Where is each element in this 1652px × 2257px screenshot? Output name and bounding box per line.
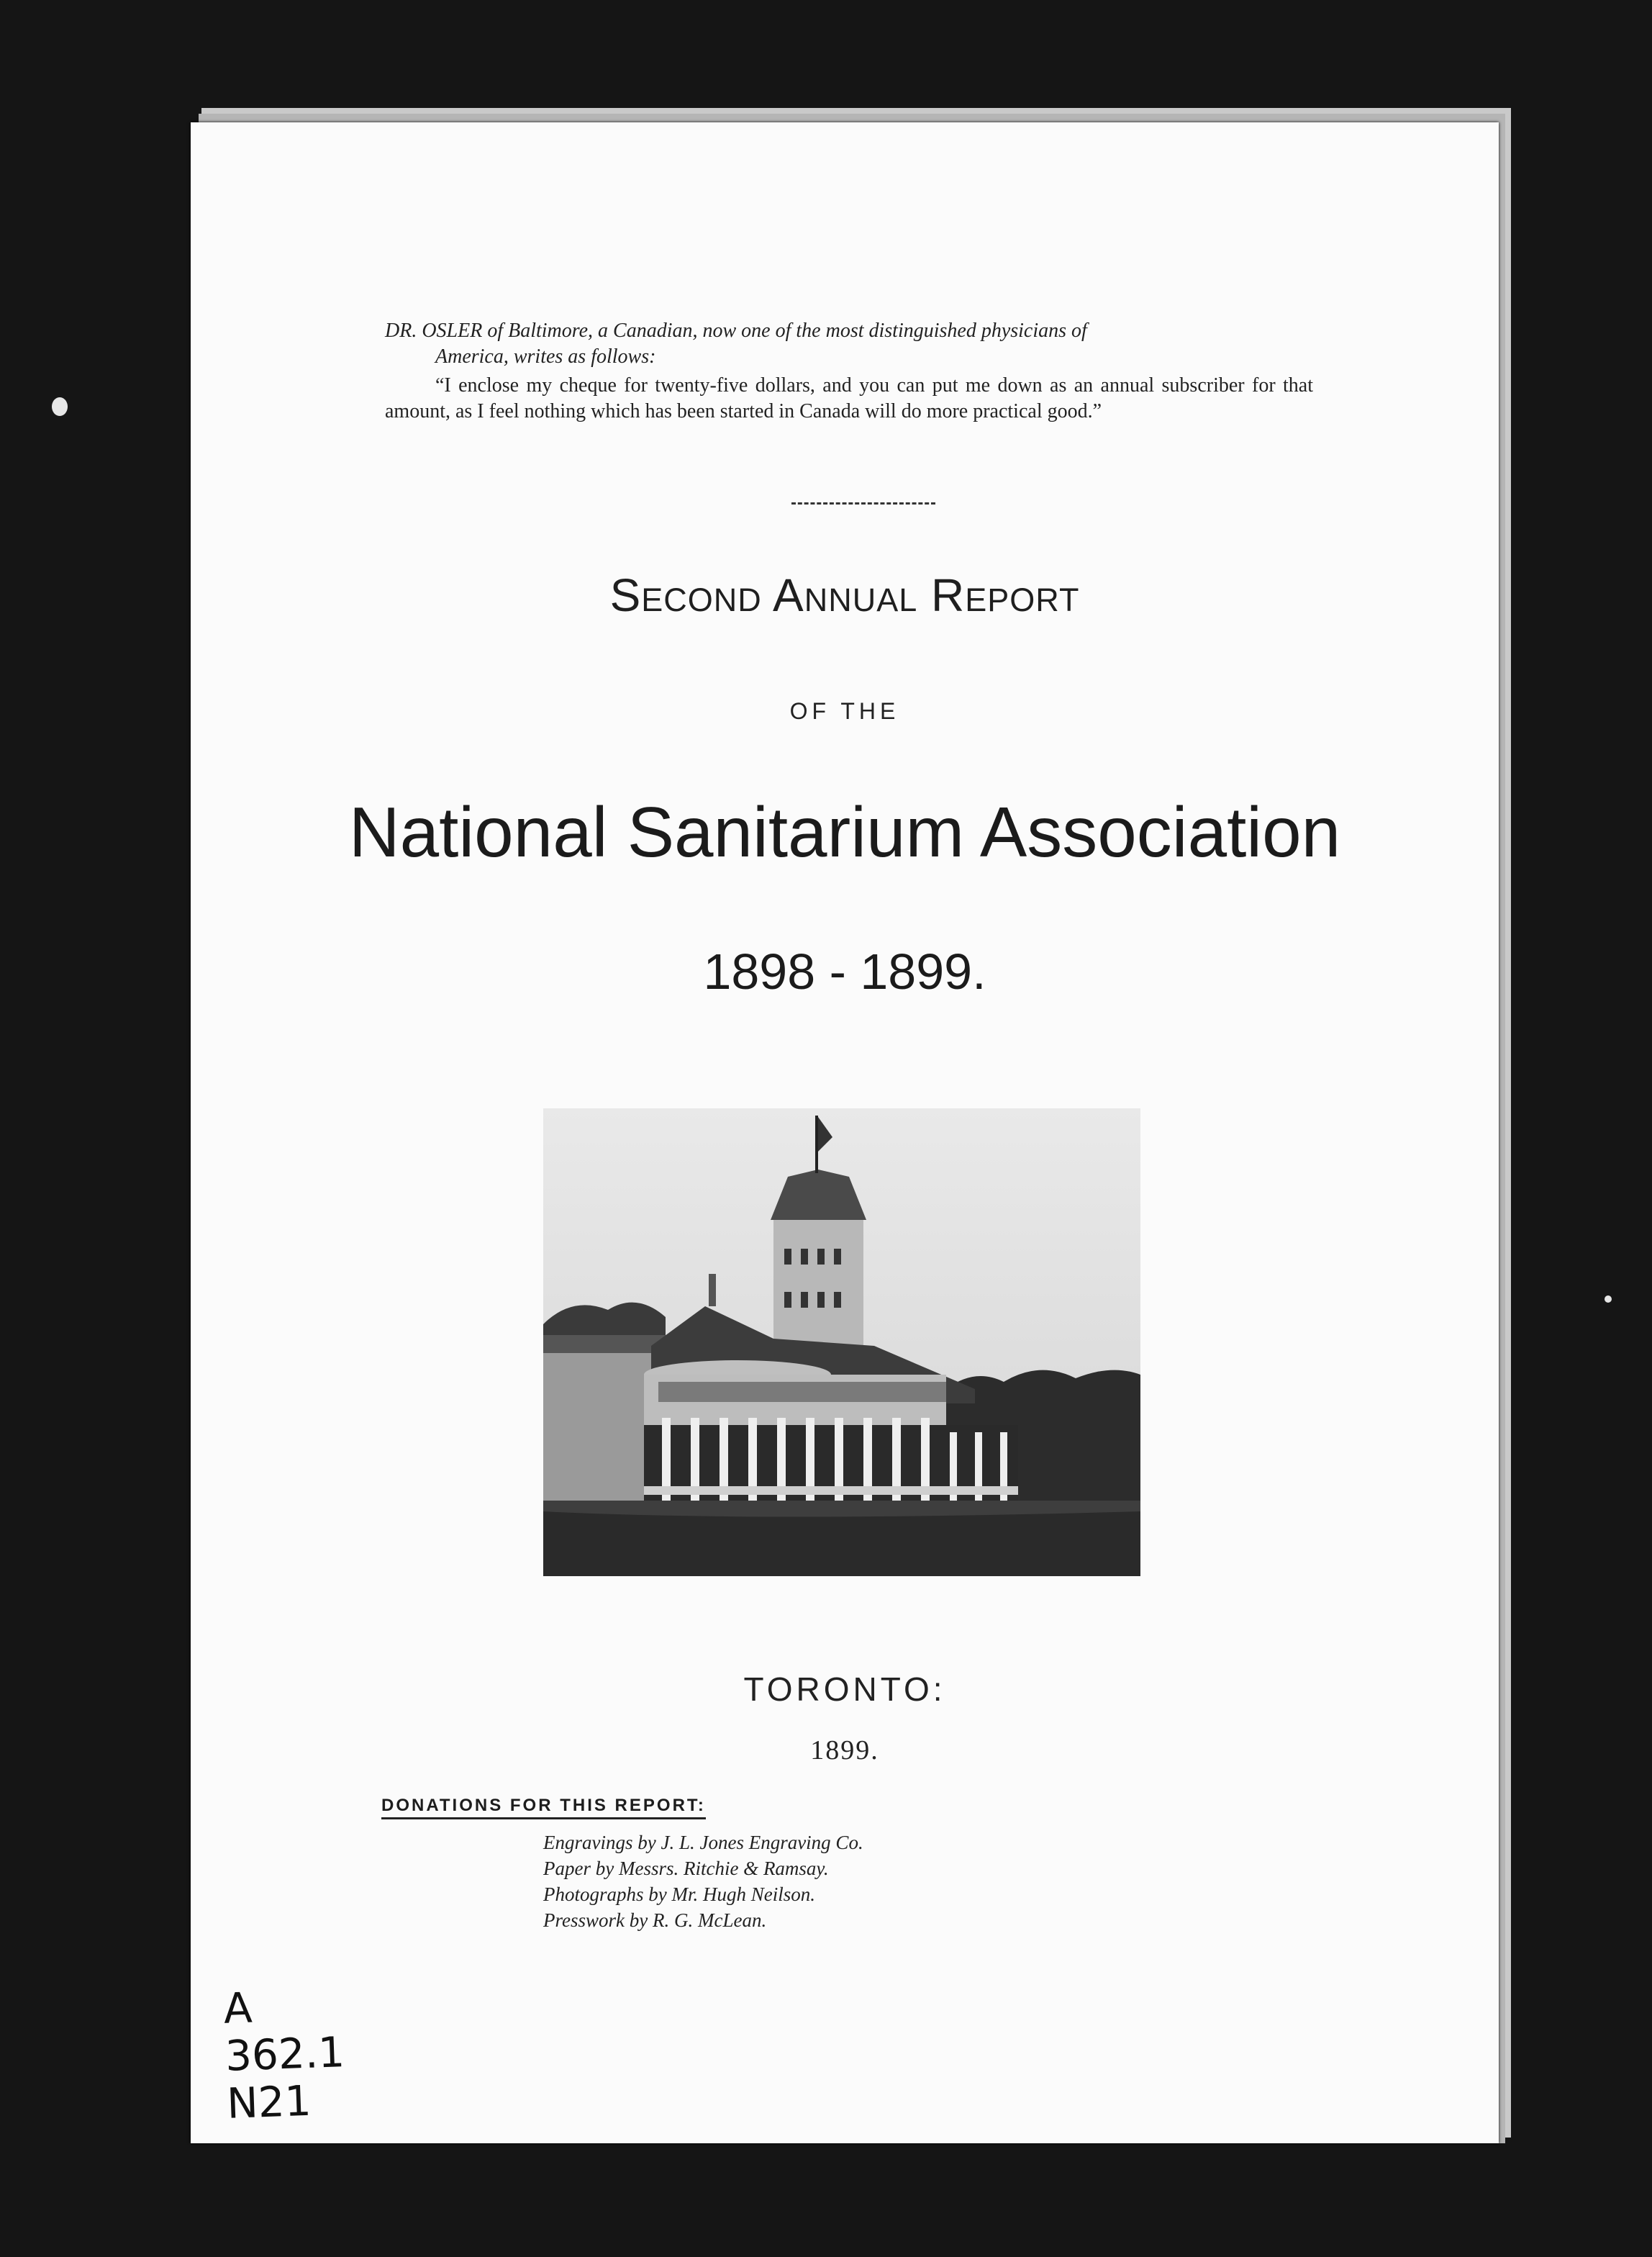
quote-body: “I enclose my cheque for twenty-five dollars, and you can put me down as an annual subscriber for that amount, as I feel nothing which has been started in Canada will do more practical good.” <box>385 374 1313 422</box>
donation-item: Photographs by Mr. Hugh Neilson. <box>543 1883 815 1905</box>
osler-quote <box>385 318 1313 425</box>
of-the-text: OF THE <box>789 698 900 724</box>
call-number-line-2: 362.1 <box>224 2027 346 2081</box>
sanitarium-photo <box>543 1108 1140 1576</box>
document-page <box>191 122 1499 2143</box>
film-speck <box>52 397 68 416</box>
imprint-city: TORONTO: <box>743 1670 946 1708</box>
call-number-line-3: N21 <box>226 2076 312 2128</box>
report-title: Second Annual Report <box>609 569 1080 621</box>
donations-heading: DONATIONS FOR THIS REPORT: <box>381 1796 706 1819</box>
quote-intro-line-2: America, writes as follows: <box>435 345 656 368</box>
donations-list <box>543 1829 863 1933</box>
donation-item: Presswork by R. G. McLean. <box>543 1909 767 1931</box>
report-years: 1898 - 1899. <box>703 944 986 1000</box>
call-number-line-1: A <box>222 1983 253 2033</box>
donation-item: Engravings by J. L. Jones Engraving Co. <box>543 1832 863 1853</box>
organization-title: National Sanitarium Association <box>348 792 1341 872</box>
sanitarium-building-image <box>543 1108 1140 1576</box>
dashed-divider <box>791 502 935 505</box>
imprint-year: 1899. <box>810 1735 879 1765</box>
quote-intro-line-1: DR. OSLER of Baltimore, a Canadian, now one of the most distinguished physicians of <box>385 320 1087 342</box>
film-speck <box>1605 1295 1612 1303</box>
handwritten-call-number <box>223 1981 348 2127</box>
donation-item: Paper by Messrs. Ritchie & Ramsay. <box>543 1858 829 1879</box>
